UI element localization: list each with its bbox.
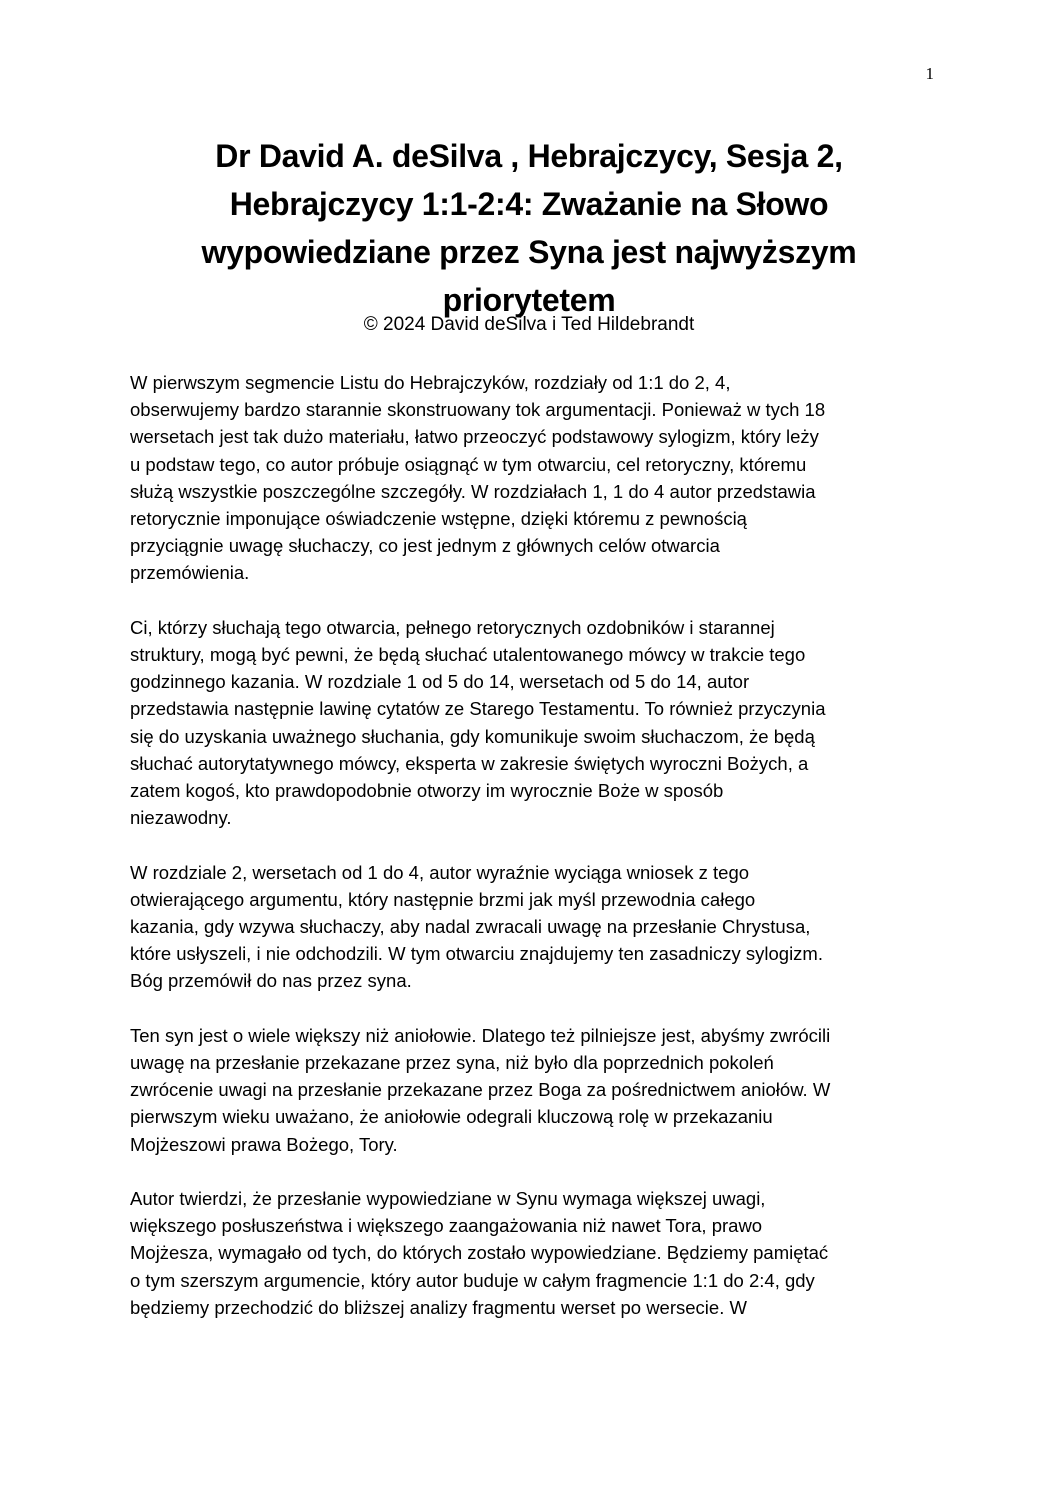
text-line: godzinnego kazania. W rozdziale 1 od 5 do 14, wersetach od 5 do 14, autor — [130, 671, 750, 693]
text-line: zatem kogoś, kto prawdopodobnie otworzy im wyrocznie Boże w sposób — [130, 780, 724, 802]
text-line: Autor twierdzi, że przesłanie wypowiedziane w Synu wymaga większej uwagi, — [130, 1188, 766, 1210]
page-number: 1 — [925, 64, 934, 83]
text-line: uwagę na przesłanie przekazane przez syna, niż było dla poprzednich pokoleń — [130, 1052, 774, 1074]
copyright-notice: © 2024 David deSilva i Ted Hildebrandt — [363, 314, 695, 335]
text-line: Ten syn jest o wiele większy niż aniołowie. Dlatego też pilniejsze jest, abyśmy zwrócili — [130, 1024, 831, 1046]
paragraph-4 — [130, 1022, 940, 1158]
paragraph-5 — [130, 1185, 940, 1321]
text-line: Ci, którzy słuchają tego otwarcia, pełnego retorycznych ozdobników i starannej — [130, 616, 775, 638]
text-line: przemówienia. — [130, 562, 250, 584]
text-line: się do uzyskania uważnego słuchania, gdy komunikuje swoim słuchaczom, że będą — [130, 725, 815, 747]
text-line: W pierwszym segmencie Listu do Hebrajczyków, rozdziały od 1:1 do 2, 4, — [130, 372, 731, 393]
text-line: niezawodny. — [130, 807, 232, 829]
paragraph-2 — [130, 614, 940, 832]
title-line: wypowiedziane przez Syna jest najwyższym — [201, 234, 857, 270]
text-line: słuchać autorytatywnego mówcy, eksperta w zakresie świętych wyroczni Bożych, a — [130, 752, 809, 774]
text-line: obserwujemy bardzo starannie skonstruowany tok argumentacji. Ponieważ w tych 18 — [130, 399, 826, 421]
text-line: Mojżesza, wymagało od tych, do których zostało wypowiedziane. Będziemy pamiętać — [130, 1242, 829, 1264]
text-line: pierwszym wieku uważano, że aniołowie odegrali kluczową rolę w przekazaniu — [130, 1106, 773, 1128]
text-line: u podstaw tego, co autor próbuje osiągnąć w tym otwarciu, cel retoryczny, któremu — [130, 453, 807, 475]
text-line: przedstawia następnie lawinę cytatów ze Starego Testamentu. To również przyczynia — [130, 698, 826, 720]
title-line: Hebrajczycy 1:1-2:4: Zważanie na Słowo — [229, 186, 829, 222]
text-line: będziemy przechodzić do bliższej analizy fragmentu werset po wersecie. W — [130, 1296, 747, 1318]
paragraph-3 — [130, 859, 940, 995]
title-line: priorytetem — [442, 282, 616, 318]
text-line: o tym szerszym argumencie, który autor buduje w całym fragmencie 1:1 do 2:4, gdy — [130, 1269, 815, 1291]
text-line: kazania, gdy wzywa słuchaczy, aby nadal zwracali uwagę na przesłanie Chrystusa, — [130, 916, 811, 938]
text-line: przyciągnie uwagę słuchaczy, co jest jednym z głównych celów otwarcia — [130, 535, 720, 557]
text-line: większego posłuszeństwa i większego zaangażowania niż nawet Tora, prawo — [130, 1215, 763, 1237]
text-line: struktury, mogą być pewni, że będą słuchać utalentowanego mówcy w trakcie tego — [130, 644, 806, 666]
title-line: Dr David A. deSilva , Hebrajczycy, Sesja 2, — [215, 138, 843, 174]
text-line: retorycznie imponujące oświadczenie wstępne, dzięki któremu z pewnością — [130, 508, 747, 530]
text-line: wersetach jest tak dużo materiału, łatwo przeoczyć podstawowy sylogizm, który leży — [130, 426, 819, 448]
text-line: W rozdziale 2, wersetach od 1 do 4, autor wyraźnie wyciąga wniosek z tego — [130, 861, 750, 883]
paragraph-1 — [130, 369, 940, 587]
text-line: służą wszystkie poszczególne szczegóły. W rozdziałach 1, 1 do 4 autor przedstawia — [130, 480, 816, 502]
document-body — [130, 369, 940, 1348]
text-line: otwierającego argumentu, który następnie brzmi jak myśl przewodnia całego — [130, 888, 756, 910]
document-title — [130, 132, 928, 324]
text-line: które usłyszeli, i nie odchodzili. W tym otwarciu znajdujemy ten zasadniczy sylogizm. — [130, 943, 823, 965]
text-line: Bóg przemówił do nas przez syna. — [130, 970, 412, 992]
text-line: Mojżeszowi prawa Bożego, Tory. — [130, 1133, 398, 1155]
text-line: zwrócenie uwagi na przesłanie przekazane przez Boga za pośrednictwem aniołów. W — [130, 1079, 831, 1101]
